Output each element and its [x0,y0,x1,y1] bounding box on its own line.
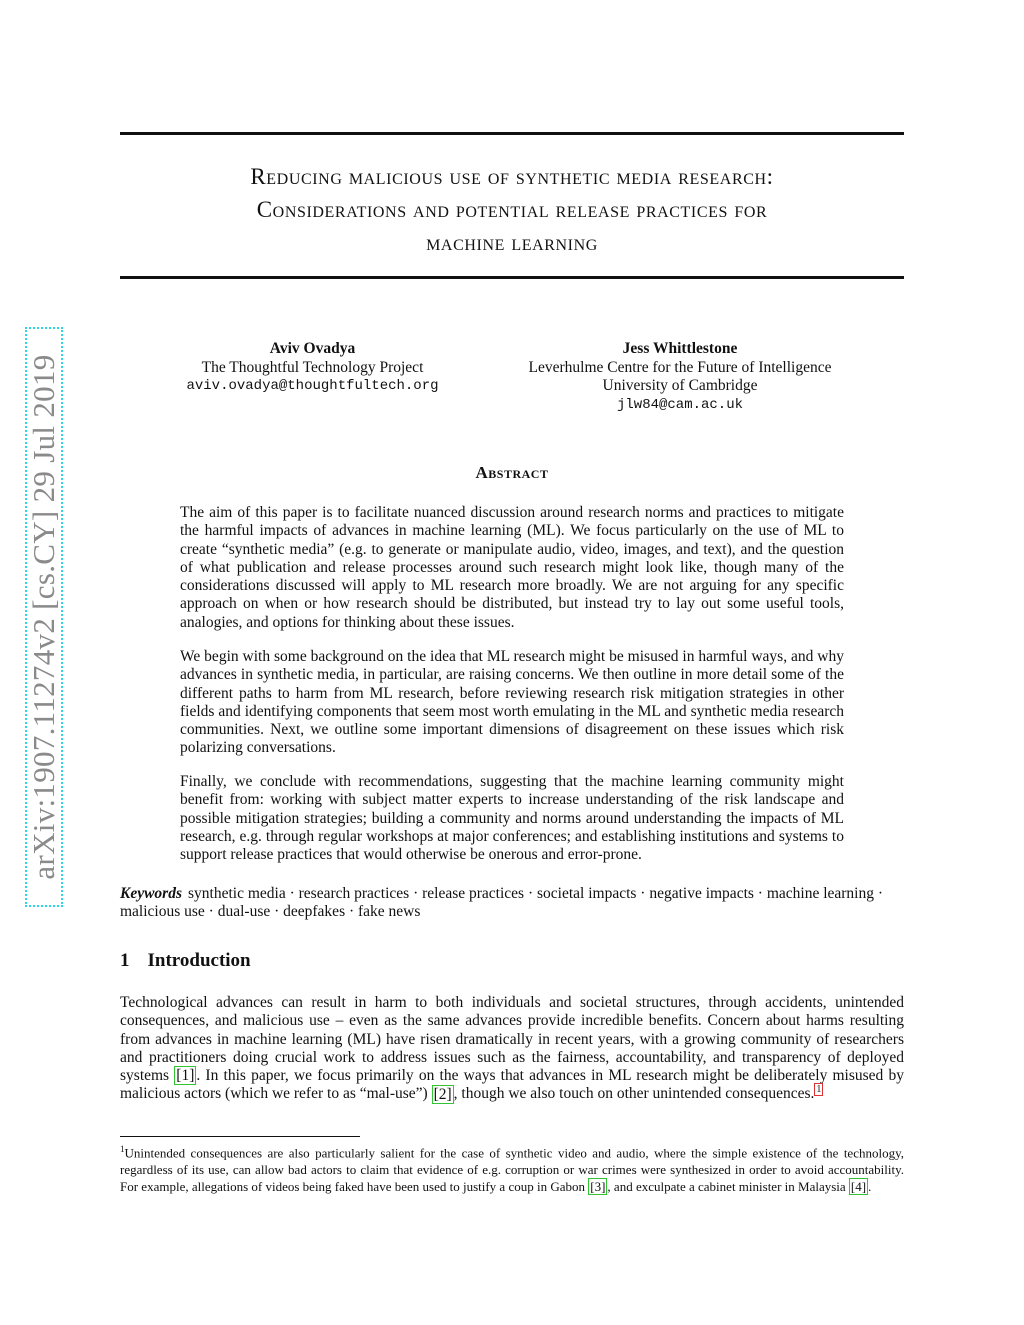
paper-title [120,160,904,259]
footnote-text: Unintended consequences are also particularly salient for the case of synthetic video and audio, where the simple existence of the technology, regardless of its use, can allow bad actors to claim that evidence of e.g. corruption or war crimes were synthesized in order to avoid accountability. For example, allegations of videos being faked have been used to justify a coup in Gabon [120,1145,904,1195]
author-email: jlw84@cam.ac.uk [616,396,744,413]
author-university: University of Cambridge [602,377,758,394]
keywords-text: synthetic media · research practices · release practices · societal impacts · negative impacts · machine learning · malicious use · dual-use · deepfakes · fake news [120,885,884,921]
footnote-rule [120,1136,360,1137]
author-name: Aviv Ovadya [269,340,356,357]
author-block-1 [150,340,475,396]
intro-text: Technological advances can result in harm to both individuals and societal structures, through accidents, unintended consequences, and malicious use – even as the same advances provide incredible benefits. Concern about harms resulting from advances in machine learning (ML) have risen dramatically in recent years, with a growing community of researchers and practitioners doing crucial work to address issues such as the fairness, accountability, and transparency of deployed systems [120,994,904,1085]
author-name: Jess Whittlestone [622,340,738,357]
author-affiliation: Leverhulme Centre for the Future of Intelligence [528,358,832,376]
author-email: aviv.ovadya@thoughtfultech.org [186,378,439,394]
footnote-text: . [868,1179,872,1195]
title-line-3: machine learning [426,230,598,255]
author-block-2 [500,340,860,414]
author-affiliation: The Thoughtful Technology Project [201,358,424,376]
footnote-text: , and exculpate a cabinet minister in Malaysia [607,1179,849,1195]
citation-link[interactable]: [2] [433,1085,452,1103]
keywords [120,885,904,922]
footnote-mark: 1 [120,1144,125,1154]
section-heading [120,950,251,972]
citation-link[interactable]: [3] [590,1179,606,1195]
footnote [120,1141,904,1195]
abstract-paragraph-2: We begin with some background on the idea that ML research might be misused in harmful ways, and why advances in synthetic media, in particular, are raising concerns. We then outline in more detail some of the different paths to harm from ML research, before reviewing research risk mitigation strategies in other fields and identifying components that seem most worth emulating in the ML and synthetic media research communities. Next, we outline some important dimensions of disagreement on these issues which risk polarizing conversations. [180,648,844,757]
citation-link[interactable]: [1] [176,1067,195,1085]
intro-text: . In this paper, we focus primarily on the ways that advances in ML research might be deliberately misused by malicious actors (which we refer to as “mal-use”) [120,1067,904,1103]
title-top-rule [120,132,904,135]
section-number: 1 [120,950,130,971]
abstract-paragraph-1: The aim of this paper is to facilitate nuanced discussion around research norms and practices to mitigate the harmful impacts of advances in machine learning (ML). We focus particularly on the use of ML to create “synthetic media” (e.g. to generate or manipulate audio, video, images, and text), and the question of what publication and release processes around such research might look like, though many of the considerations discussed will apply to ML research more broadly. We are not arguing for any specific approach on when or how research should be distributed, but instead try to lay out some useful tools, analogies, and options for thinking about these issues. [180,504,844,631]
section-title: Introduction [147,950,251,971]
citation-link[interactable]: [4] [850,1179,867,1195]
intro-text: , though we also touch on other unintended consequences. [453,1085,815,1103]
abstract-paragraph-3: Finally, we conclude with recommendations, suggesting that the machine learning community might benefit from: working with subject matter experts to increase understanding of the risk landscape and possible mitigation strategies; building a community and norms around understanding the impacts of ML research, e.g. through regular workshops at major conferences; and establishing institutions and systems to support release practices that would otherwise be onerous and error-prone. [180,773,844,864]
title-bottom-rule [120,276,904,279]
title-line-2: Considerations and potential release practices for [256,197,768,222]
title-line-1: Reducing malicious use of synthetic media research: [250,164,774,189]
intro-paragraph [120,994,904,1104]
footnote-link[interactable]: 1 [816,1084,822,1096]
keywords-label: Keywords [120,885,182,902]
arxiv-stamp: arXiv:1907.11274v2 [cs.CY] 29 Jul 2019 [26,354,61,880]
abstract-heading: Abstract [475,463,549,482]
